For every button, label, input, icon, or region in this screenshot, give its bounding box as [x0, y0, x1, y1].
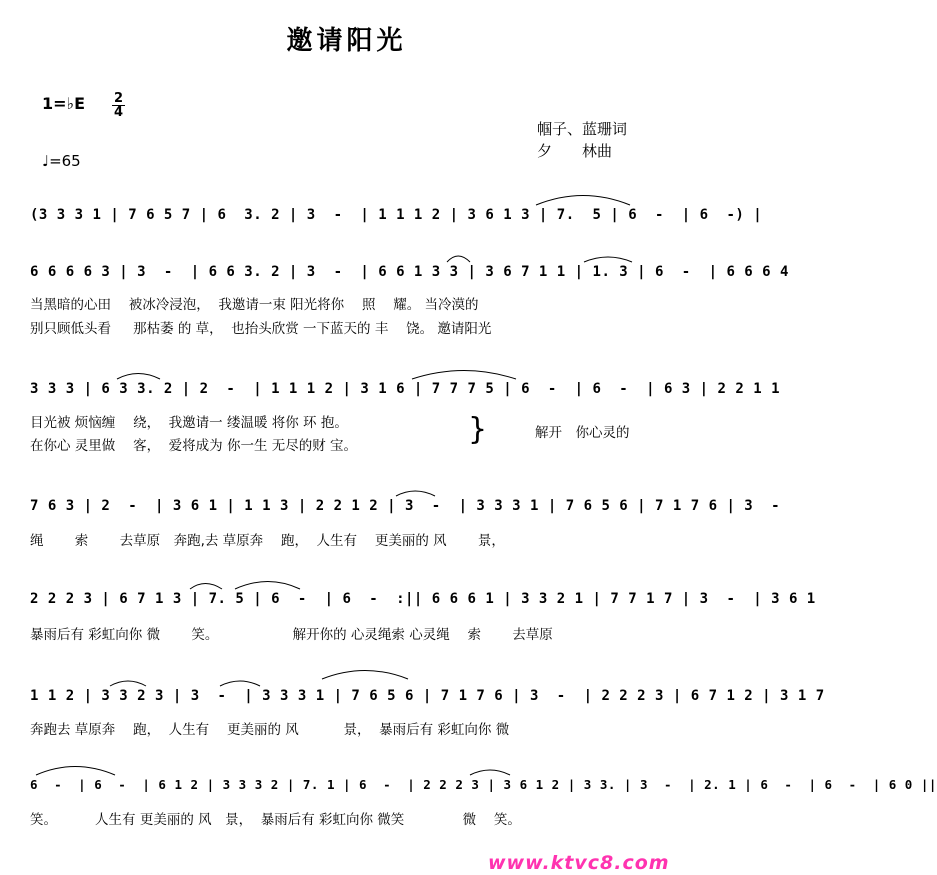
slur-mark [584, 257, 632, 262]
lyric-row-2-verse-2: 别只顾低头看 那枯萎 的 草， 也抬头欣赏 一下蓝天的 丰 饶。 邀请阳光 [30, 321, 492, 337]
lyric-row-4: 绳 索 去草原 奔跑,去 草原奔 跑， 人生有 更美丽的 风 景， [30, 533, 505, 549]
notation-row-5: 2 2 2 3 | 6 7 1 3 | 7. 5 | 6 - | 6 - :|| 6 6 6 1 | 3 3 2 1 | 7 7 1 7 | 3 - | 3 6 1 [30, 591, 816, 607]
lyric-row-5: 暴雨后有 彩虹向你 微 笑。 解开你的 心灵绳索 心灵绳 索 去草原 [30, 627, 553, 643]
lyric-row-2-verse-1: 当黑暗的心田 被冰冷浸泡， 我邀请一束 阳光将你 照 耀。 当冷漠的 [30, 297, 479, 313]
lyric-row-6: 奔跑去 草原奔 跑， 人生有 更美丽的 风 景， 暴雨后有 彩虹向你 微 [30, 722, 510, 738]
lyric-row-3-verse-1: 目光被 烦恼缠 绕， 我邀请一 缕温暖 将你 环 抱。 [30, 415, 348, 431]
lyric-row-3-verse-2: 在你心 灵里做 客， 爱将成为 你一生 无尽的财 宝。 [30, 438, 358, 454]
slur-mark [220, 681, 260, 686]
slur-mark [190, 584, 222, 590]
notation-row-7: 6 - | 6 - | 6 1 2 | 3 3 3 2 | 7. 1 | 6 - | 2 2 2 3 | 3 6 1 2 | 3 3. | 3 - | 2. 1 | 6 - | 6 - | 6 0 || [30, 777, 937, 792]
slur-mark [447, 256, 470, 262]
slur-mark [412, 371, 516, 380]
verse-bracket: } [468, 412, 488, 447]
slur-mark [110, 681, 146, 686]
notation-row-6: 1 1 2 | 3 3 2 3 | 3 - | 3 3 3 1 | 7 6 5 6 | 7 1 7 6 | 3 - | 2 2 2 3 | 6 7 1 2 | 3 1 7 [30, 688, 825, 704]
song-title: 邀请阳光 [286, 26, 407, 56]
slur-mark [470, 770, 510, 775]
slur-mark [396, 491, 435, 496]
tempo-mark: ♩=65 [42, 152, 81, 170]
slur-mark [322, 671, 408, 680]
notation-row-1: (3 3 3 1 | 7 6 5 7 | 6 3. 2 | 3 - | 1 1 1 2 | 3 6 1 3 | 7. 5 | 6 - | 6 -) | [30, 207, 763, 223]
time-numerator: 2 [114, 91, 124, 106]
key-signature: 1=♭E [42, 94, 86, 113]
composer: 夕 林曲 [537, 142, 613, 160]
slur-mark [117, 374, 160, 380]
notation-row-3: 3 3 3 | 6 3 3. 2 | 2 - | 1 1 1 2 | 3 1 6 | 7 7 7 5 | 6 - | 6 - | 6 3 | 2 2 1 1 [30, 381, 781, 397]
lyricist: 帼子、蓝珊词 [537, 120, 628, 138]
time-denominator: 4 [114, 105, 124, 120]
slur-mark [36, 767, 115, 776]
shared-lyric: 解开 你心灵的 [535, 425, 630, 441]
watermark: www.ktvc8.com [488, 852, 670, 874]
slur-mark [536, 196, 630, 206]
slur-mark [235, 582, 300, 590]
notation-row-4: 7 6 3 | 2 - | 3 6 1 | 1 1 3 | 2 2 1 2 | 3 - | 3 3 3 1 | 7 6 5 6 | 7 1 7 6 | 3 - [30, 498, 781, 514]
lyric-row-7: 笑。 人生有 更美丽的 风 景， 暴雨后有 彩虹向你 微笑 微 笑。 [30, 812, 521, 828]
notation-row-2: 6 6 6 6 3 | 3 - | 6 6 3. 2 | 3 - | 6 6 1 3 3 | 3 6 7 1 1 | 1. 3 | 6 - | 6 6 6 4 [30, 264, 789, 280]
